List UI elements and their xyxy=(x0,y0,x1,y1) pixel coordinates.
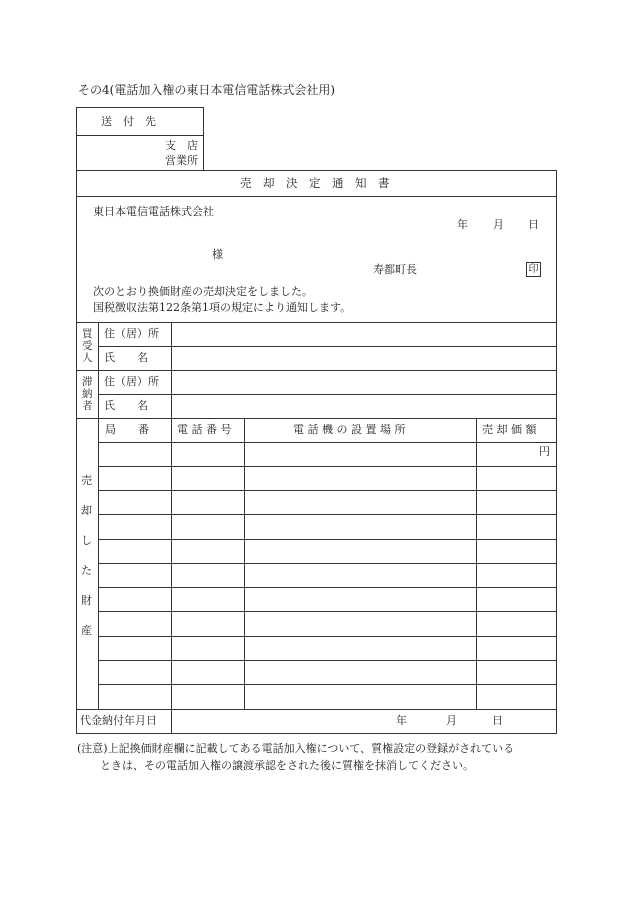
branch-label: 支 店 xyxy=(165,139,198,152)
send-to-label: 送 付 先 xyxy=(101,115,156,128)
buyer-group-label: 買受人 xyxy=(82,328,93,364)
buyer-name-label: 氏 名 xyxy=(104,351,148,364)
payment-day: 日 xyxy=(492,714,503,727)
sales-office-label: 営業所 xyxy=(165,154,198,167)
delinquent-address-label: 住（居）所 xyxy=(104,375,159,388)
date-day: 日 xyxy=(528,218,539,231)
date-month: 月 xyxy=(493,218,504,231)
column-header-phone-number: 電 話 番 号 xyxy=(177,423,232,436)
notice-body-line-2: 国税徴収法第122条第1項の規定により通知します。 xyxy=(93,301,352,314)
payment-month: 月 xyxy=(446,714,457,727)
payment-year: 年 xyxy=(396,714,407,727)
payment-date-label: 代金納付年月日 xyxy=(80,714,157,727)
honorific: 様 xyxy=(212,248,223,261)
sender-title: 寿都町長 xyxy=(373,263,417,276)
property-group-label: 売却した財産 xyxy=(81,474,92,637)
yen-unit: 円 xyxy=(539,445,550,458)
notice-body-line-1: 次のとおり換価財産の売却決定をしました。 xyxy=(93,285,313,298)
seal-mark: 印 xyxy=(526,262,541,277)
column-header-exchange: 局 番 xyxy=(105,423,149,436)
addressee-company: 東日本電信電話株式会社 xyxy=(93,205,214,218)
note-line-1: (注意)上記換価財産欄に記載してある電話加入権について、質権設定の登録がされている xyxy=(77,742,515,755)
note-line-2: ときは、その電話加入権の譲渡承認をされた後に質権を抹消してください。 xyxy=(100,759,474,772)
delinquent-group-label: 滞納者 xyxy=(82,376,93,412)
column-header-install-location: 電 話 機 の 設 置 場 所 xyxy=(293,423,406,436)
form-title: その4(電話加入権の東日本電信電話株式会社用) xyxy=(78,83,335,97)
delinquent-name-label: 氏 名 xyxy=(104,399,148,412)
buyer-address-label: 住（居）所 xyxy=(104,327,159,340)
date-year: 年 xyxy=(457,218,468,231)
notice-title: 売 却 決 定 通 知 書 xyxy=(240,176,390,190)
column-header-sale-price: 売 却 価 額 xyxy=(482,423,537,436)
